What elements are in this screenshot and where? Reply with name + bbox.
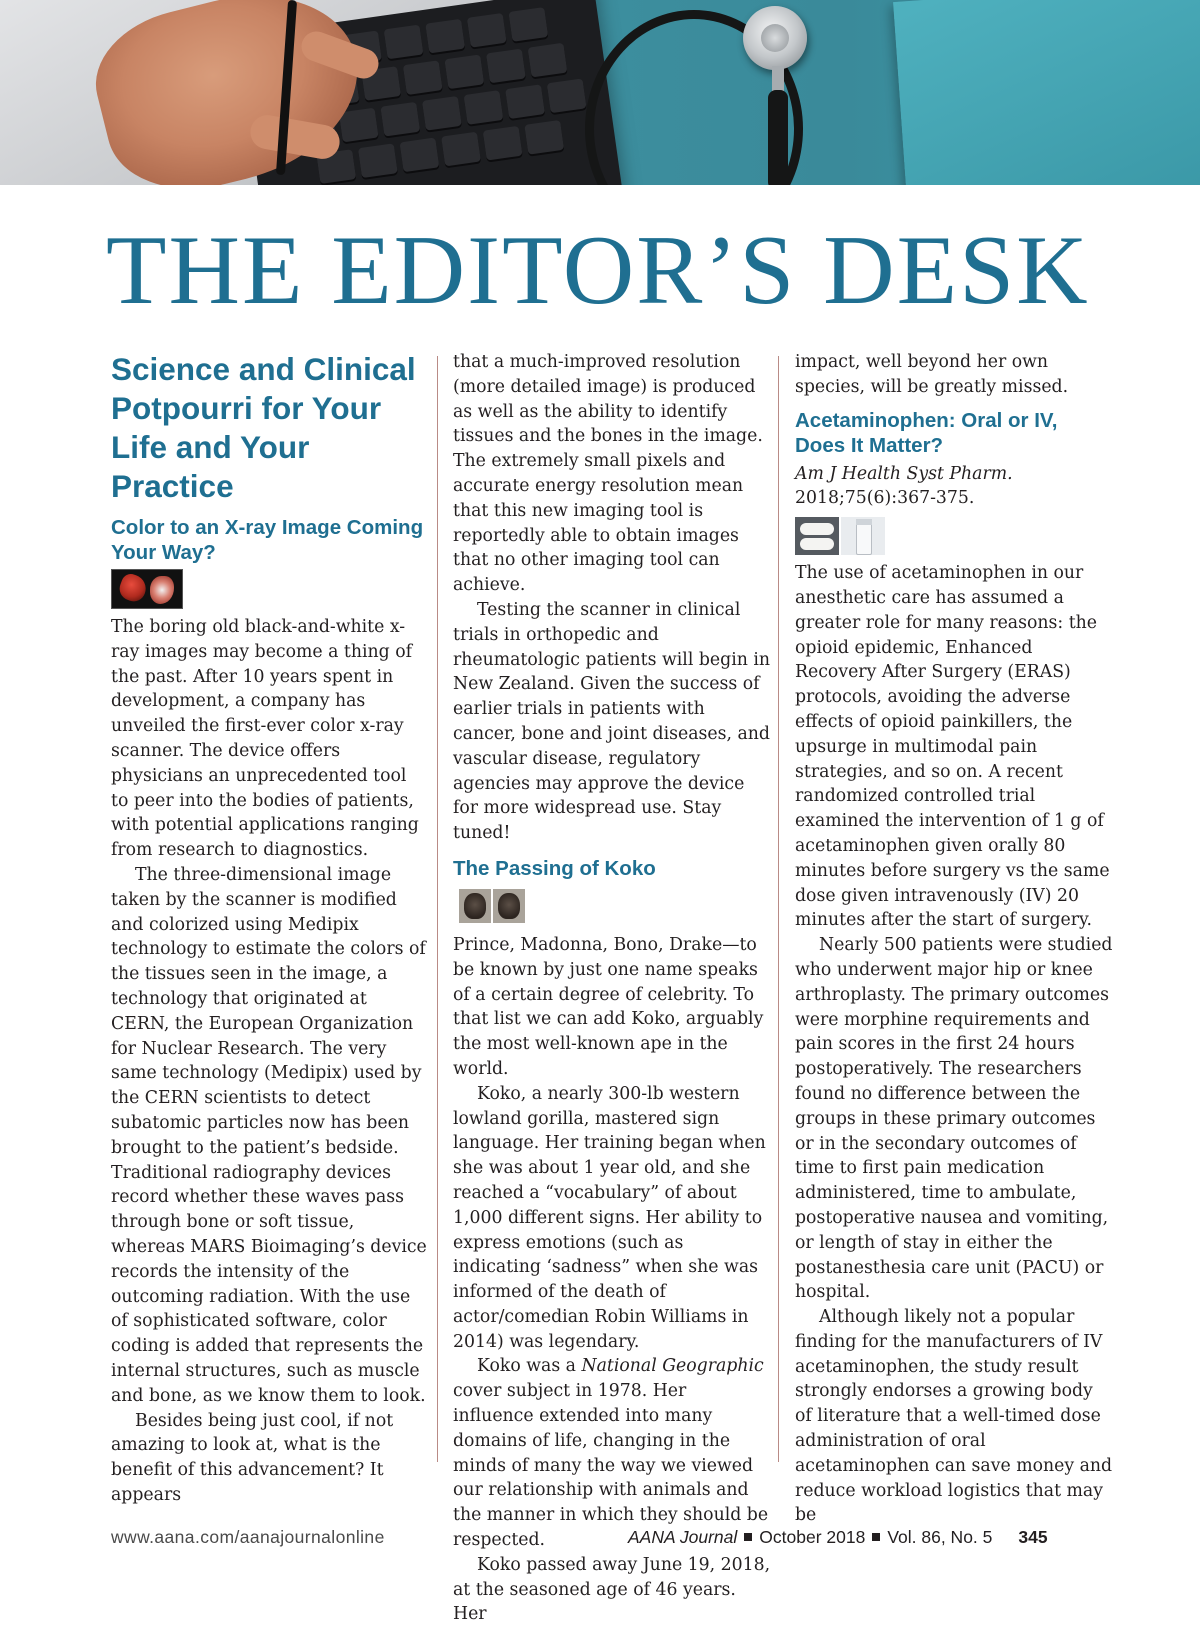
- column-3: [795, 350, 1113, 1528]
- paragraph: Besides being just cool, if not amazing to look at, what is the benefit of this advancement? It appears: [111, 1410, 394, 1505]
- paragraph: The use of acetaminophen in our anesthetic care has assumed a greater role for many reasons: the opioid epidemic, Enhanced Recovery After Surgery (ERAS) protocols, avoiding the adverse effects of opioid painkillers, the upsurge in multimodal pain strategies, and so on. A recent randomized controlled trial examined the intervention of 1 g of acetaminophen given orally 80 minutes before surgery vs the same dose given intravenously (IV) 20 minutes after the start of surgery.: [795, 563, 1110, 931]
- page-number: 345: [1018, 1527, 1048, 1547]
- journal-name: AANA Journal: [628, 1527, 738, 1547]
- paragraph: The boring old black-and-white x-ray images may become a thing of the past. After 10 years spent in development, a company has unveiled the first-ever color x-ray scanner. The device offers physicians an unprecedented tool to peer into the bodies of patients, with potential applications ranging from research to diagnostics.: [111, 617, 419, 861]
- paragraph: Koko passed away June 19, 2018, at the seasoned age of 46 years. Her: [453, 1554, 771, 1625]
- section-title-acetaminophen: Acetaminophen: Oral or IV, Does It Matter?: [795, 408, 1058, 457]
- column-2: [453, 350, 771, 1627]
- column-1: [111, 350, 429, 1508]
- section-title-koko: The Passing of Koko: [453, 856, 656, 880]
- vial-icon: [841, 517, 885, 555]
- stethoscope-icon: [743, 6, 807, 70]
- koko-gorilla-thumbnail: [493, 889, 525, 923]
- issue-date: October 2018: [759, 1527, 866, 1547]
- page-title: THE EDITOR’S DESK: [106, 216, 1090, 325]
- folder-shape: [893, 0, 1200, 185]
- separator-square-icon: [744, 1533, 752, 1541]
- column-rule: [437, 356, 438, 1462]
- separator-square-icon: [872, 1533, 880, 1541]
- paragraph-text: cover subject in 1978. Her influence extended into many domains of life, changing in the minds of many the way we viewed our relationship with animals and the manner in which they should be respected.: [453, 1381, 769, 1551]
- paragraph: The three-dimensional image taken by the scanner is modified and colorized using Medipix technology to estimate the colors of the tissues seen in the image, a technology that originated at CERN, the European Organization for Nuclear Research. The very same technology (Medipix) used by the CERN scientists to detect subatomic particles now has been brought to the patient’s bedside. Traditional radiography devices record whether these waves pass through bone or soft tissue, whereas MARS Bioimaging’s device records the intensity of the outcoming radiation. With the use of sophisticated software, color coding is added that represents the internal structures, such as muscle and bone, as we know them to look.: [111, 864, 427, 1406]
- paragraph-text: Koko was a: [477, 1356, 582, 1377]
- section-title-xray: Color to an X-ray Image Coming Your Way?: [111, 516, 424, 564]
- citation-detail: 2018;75(6):367-375.: [795, 488, 975, 509]
- koko-images: [459, 889, 771, 923]
- citation-journal: Am J Health Syst Pharm.: [795, 463, 1013, 484]
- paragraph: Prince, Madonna, Bono, Drake—to be known by just one name speaks of a certain degree of celebrity. To that list we can add Koko, arguably the most well-known ape in the world.: [453, 934, 764, 1079]
- paragraph: [453, 1354, 771, 1552]
- paragraph: Nearly 500 patients were studied who underwent major hip or knee arthroplasty. The primary outcomes were morphine requirements and pain scores in the first 24 hours postoperatively. The researchers found no difference between the groups in these primary outcomes or in the secondary outcomes of time to first pain medication administered, time to ambulate, postoperative nausea and vomiting, or length of stay in either the postanesthesia care unit (PACU) or hospital.: [795, 935, 1113, 1303]
- paragraph: Koko, a nearly 300-lb western lowland gorilla, mastered sign language. Her training began when she was about 1 year old, and she reached a “vocabulary” of about 1,000 different signs. Her ability to express emotions (such as indicating ‘sadness” when she was informed of the death of actor/comedian Robin Williams in 2014) was legendary.: [453, 1083, 766, 1352]
- paragraph: Testing the scanner in clinical trials in orthopedic and rheumatologic patients will begin in New Zealand. Given the success of earlier trials in patients with cancer, bone and joint diseases, and vascular disease, regulatory agencies may approve the device for more widespread use. Stay tuned!: [453, 599, 771, 844]
- xray-image: [111, 569, 429, 609]
- magazine-name: National Geographic: [581, 1356, 764, 1377]
- volume-number: Vol. 86, No. 5: [887, 1527, 993, 1547]
- paragraph: impact, well beyond her own species, will be greatly missed.: [795, 352, 1069, 397]
- paragraph: that a much-improved resolution (more detailed image) is produced as well as the ability to identify tissues and the bones in the image. The extremely small pixels and accurate energy resolution mean that this new imaging tool is reportedly able to obtain images that no other imaging tool can achieve.: [453, 352, 763, 596]
- stethoscope-tail: [768, 90, 788, 185]
- pill-icon: [795, 517, 839, 555]
- koko-gorilla-thumbnail: [459, 889, 491, 923]
- acetaminophen-images: [795, 517, 1113, 555]
- paragraph: Although likely not a popular finding for the manufacturers of IV acetaminophen, the study result strongly endorses a growing body of literature that a well-timed dose administration of oral acetaminophen can save money and reduce workload logistics that may be: [795, 1307, 1113, 1526]
- color-xray-thumbnail: [111, 569, 183, 609]
- column-rule: [778, 356, 779, 1462]
- footer-issue-info: [628, 1527, 1048, 1548]
- footer-url[interactable]: www.aana.com/aanajournalonline: [111, 1527, 385, 1547]
- banner-photo: [0, 0, 1200, 185]
- main-article-title: Science and Clinical Potpourri for Your Life and Your Practice: [111, 351, 416, 504]
